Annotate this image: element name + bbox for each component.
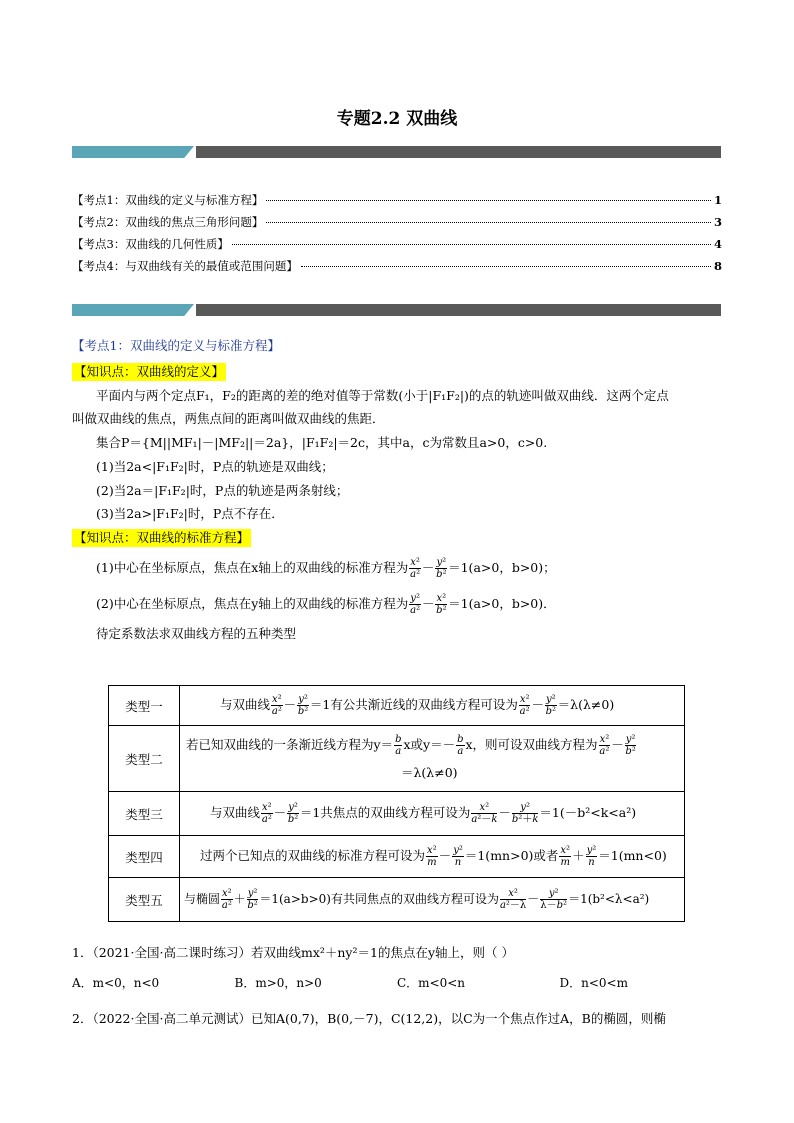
option-c[interactable]: C．m<0<n bbox=[397, 976, 466, 990]
option-a[interactable]: A．m<0，n<0 bbox=[72, 976, 160, 990]
set-definition: 集合P＝{M||MF₁|－|MF₂||＝2a}，|F₁F₂|＝2c，其中a，c为常数且a>0，c>0. bbox=[96, 435, 548, 450]
question-1-options bbox=[72, 974, 722, 991]
standard-eq-x: (1)中心在坐标原点，焦点在x轴上的双曲线的标准方程为 $\frac{\text{x²}}{\text{a²}}$ － $\frac{\text{y²}}{\text{b²}}$ ＝1(a>0，b>0)； bbox=[96, 556, 556, 580]
equation-types-table bbox=[108, 685, 685, 922]
option-d[interactable]: D．n<0<m bbox=[559, 976, 628, 990]
case-1: (1)当2a<|F₁F₂|时，P点的轨迹是双曲线； bbox=[96, 458, 334, 474]
question-2-stem: 2．（2022·全国·高二单元测试）已知A(0,7)，B(0,－7)，C(12,2)，以C为一个焦点作过A，B的椭圆，则椭 bbox=[72, 1011, 666, 1026]
header-divider-band bbox=[72, 146, 721, 158]
case-2: (2)当2a＝|F₁F₂|时，P点的轨迹是两条射线； bbox=[96, 482, 349, 498]
definition-text-cont: 叫做双曲线的焦点，两焦点间的距离叫做双曲线的焦距． bbox=[72, 411, 385, 427]
section-divider-band bbox=[72, 304, 721, 316]
table-row: 类型三 与双曲线 $\frac{\text{x²}}{\text{a²}}$ － $\frac{\text{y²}}{\text{b²}}$ ＝1共焦点的双曲线方程可设为 $\frac{\text{x²}}{\text{a²－k}}$ － $\frac{\text{y²}}{\text{b²＋k}}$ ＝1(－b²<k<a²) bbox=[109, 792, 685, 836]
table-row: 类型二 若已知双曲线的一条渐近线方程为y＝ $\frac{b}{a}$ x或y＝－ $\frac{b}{a}$ x，则可设双曲线方程为 $\frac{\text{x²}}{\text{a²}}$ － $\frac{\text{y²}}{\text{b²}}$ ＝λ(λ≠0) bbox=[109, 726, 685, 792]
toc-entry[interactable]: 【考点2：双曲线的焦点三角形问题】 3 bbox=[72, 215, 722, 229]
standard-eq-y: (2)中心在坐标原点，焦点在y轴上的双曲线的标准方程为 $\frac{\text{y²}}{\text{a²}}$ － $\frac{\text{x²}}{\text{b²}}$ ＝1(a>0，b>0)． bbox=[96, 592, 556, 616]
section-content bbox=[72, 334, 722, 646]
knowledge-point-label: 【知识点：双曲线的标准方程】 bbox=[74, 530, 250, 545]
table-row: 类型四 过两个已知点的双曲线的标准方程可设为 $\frac{\text{x²}}{m}$ － $\frac{\text{y²}}{n}$ ＝1(mn>0)或者 $\frac{\text{x²}}{m}$ ＋ $\frac{\text{y²}}{n}$ ＝1(mn<0) bbox=[109, 836, 685, 878]
case-3: (3)当2a>|F₁F₂|时，P点不存在． bbox=[96, 506, 284, 522]
question-1-stem: 1．（2021·全国·高二课时练习）若双曲线mx²＋ny²＝1的焦点在y轴上，则（ ） bbox=[72, 945, 514, 960]
types-intro: 待定系数法求双曲线方程的五种类型 bbox=[96, 625, 297, 641]
toc-entry[interactable]: 【考点1：双曲线的定义与标准方程】 1 bbox=[72, 193, 722, 207]
table-row: 类型一 与双曲线 $\frac{\text{x²}}{\text{a²}}$ － $\frac{\text{y²}}{\text{b²}}$ ＝1有公共渐近线的双曲线方程可设为 $\frac{\text{x²}}{\text{a²}}$ － $\frac{\text{y²}}{\text{b²}}$ ＝λ(λ≠0) bbox=[109, 686, 685, 726]
definition-text: 平面内与两个定点F₁，F₂的距离的差的绝对值等于常数(小于|F₁F₂|)的点的轨迹叫做双曲线．这两个定点 bbox=[96, 387, 669, 403]
table-row: 类型五 与椭圆 $\frac{\text{x²}}{\text{a²}}$ ＋ $\frac{\text{y²}}{\text{b²}}$ ＝1(a>b>0)有共同焦点的双曲线方程可设为 $\frac{\text{x²}}{\text{a²－λ}}$ － $\frac{\text{y²}}{\text{λ－b²}}$ ＝1(b²<λ<a²) bbox=[109, 878, 685, 922]
option-b[interactable]: B．m>0，n>0 bbox=[234, 976, 322, 990]
toc-entry[interactable]: 【考点3：双曲线的几何性质】 4 bbox=[72, 237, 722, 251]
toc-entry[interactable]: 【考点4：与双曲线有关的最值或范围问题】 8 bbox=[72, 259, 722, 273]
knowledge-point-label: 【知识点：双曲线的定义】 bbox=[74, 363, 225, 379]
page-title: 专题2.2 双曲线 bbox=[336, 109, 458, 129]
table-of-contents bbox=[72, 192, 722, 280]
section-heading: 【考点1：双曲线的定义与标准方程】 bbox=[72, 338, 280, 353]
